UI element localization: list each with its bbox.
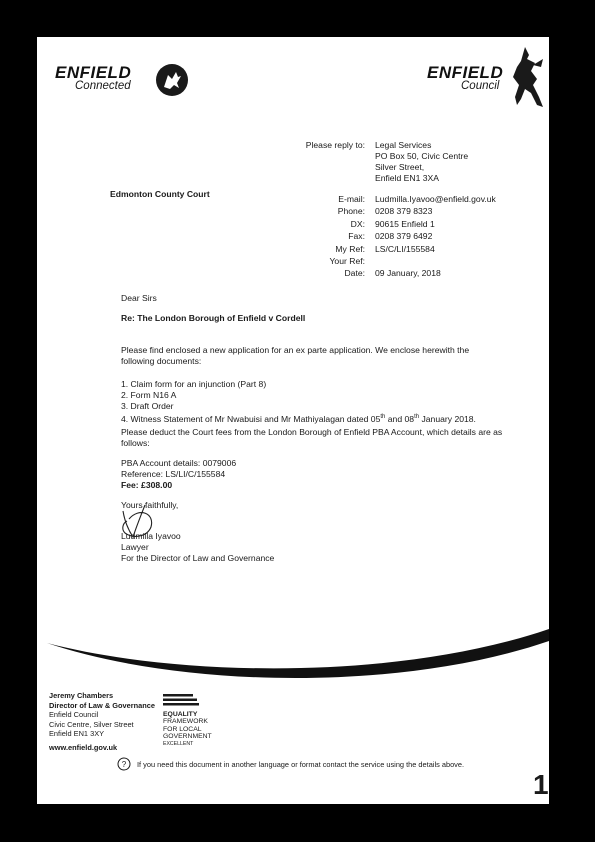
enfield-council-logo (425, 45, 549, 115)
pba-line: Reference: LS/LI/C/155584 (121, 469, 226, 479)
document-item (121, 412, 521, 425)
equality-line: EQUALITY (163, 711, 198, 718)
contact-row (285, 194, 496, 206)
pba-details (121, 458, 236, 491)
letter-page (37, 37, 549, 804)
equality-line: FOR LOCAL (163, 725, 202, 733)
reply-to-line: Silver Street, (375, 162, 425, 172)
contact-row (285, 268, 496, 280)
director-title: Director of Law & Governance (49, 700, 155, 710)
equality-framework-mark (163, 693, 212, 748)
fees-paragraph: Please deduct the Court fees from the London Borough of Enfield PBA Account, which details are as follows: (121, 427, 503, 448)
equality-stripes-icon (163, 694, 199, 706)
contact-label: Phone: (337, 206, 365, 217)
contact-label: DX: (350, 218, 365, 229)
contact-row (285, 231, 496, 243)
equality-text (163, 711, 212, 748)
document-item: 2. Form N16 A (121, 390, 177, 400)
closing: Yours faithfully, (121, 500, 179, 510)
reply-to-label: Please reply to: (305, 140, 365, 150)
document-item: 3. Draft Order (121, 401, 174, 411)
enfield-connected-logo (55, 63, 175, 97)
intro-paragraph: Please find enclosed a new application for an ex parte application. We enclose herewith the following documents: (121, 345, 470, 366)
right-logo-title: ENFIELD (427, 63, 504, 82)
document-item-text: and 08 (385, 413, 415, 424)
reply-to-line: PO Box 50, Civic Centre (375, 151, 469, 161)
left-logo-title: ENFIELD (55, 63, 132, 82)
document-item-text: January 2018. (419, 413, 476, 424)
contact-row (285, 206, 496, 218)
enclosed-documents-list (121, 379, 521, 425)
svg-text:?: ? (121, 760, 127, 769)
contact-value: 0208 379 6492 (375, 231, 433, 242)
footer-contact (49, 691, 155, 753)
left-logo-subtitle: Connected (75, 80, 131, 92)
equality-line: GOVERNMENT (163, 733, 212, 741)
fee-line: Fee: £308.00 (121, 480, 173, 490)
footer-address-line: Civic Centre, Silver Street (49, 719, 134, 729)
document-item: 1. Claim form for an injunction (Part 8) (121, 379, 267, 389)
right-logo-subtitle: Council (461, 80, 500, 92)
contact-label: My Ref: (335, 243, 365, 254)
contact-row (285, 244, 496, 256)
signer-name: Ludmilla Iyavoo (121, 531, 181, 541)
director-name: Jeremy Chambers (49, 691, 114, 700)
signer-department: For the Director of Law and Governance (121, 553, 275, 563)
contact-label: Date: (344, 268, 365, 279)
contact-block (285, 194, 496, 281)
recipient: Edmonton County Court (110, 189, 210, 199)
salutation: Dear Sirs (121, 293, 157, 303)
footer-address-line: Enfield EN1 3XY (49, 729, 105, 739)
info-help-icon (117, 757, 131, 771)
contact-row (285, 219, 496, 231)
footer-swoosh (37, 621, 549, 691)
equality-line: FRAMEWORK (163, 718, 208, 726)
pba-line: PBA Account details: 0079006 (121, 458, 237, 468)
letter-subject: Re: The London Borough of Enfield v Cordell (121, 313, 306, 323)
contact-label: Fax: (348, 231, 365, 242)
reply-to-address (375, 140, 468, 184)
accessibility-notice: If you need this document in another language or format contact the service using the details above. (137, 760, 465, 769)
enfield-beast-icon (507, 45, 547, 109)
handwritten-page-number: 1 (533, 769, 549, 800)
ordinal-suffix: th (380, 414, 386, 420)
contact-value: LS/C/LI/155584 (375, 243, 435, 254)
contact-value: 90615 Enfield 1 (375, 218, 435, 229)
signer-title: Lawyer (121, 542, 149, 552)
footer-address-line: Enfield Council (49, 710, 99, 720)
reply-to-line: Legal Services (375, 140, 432, 150)
contact-value: 0208 379 8323 (375, 206, 433, 217)
reply-to-line: Enfield EN1 3XA (375, 173, 440, 183)
contact-label: E-mail: (338, 194, 365, 204)
document-item-text: 4. Witness Statement of Mr Nwabuisi and Mr Mathiyalagan dated 05 (121, 413, 381, 424)
equality-line: EXCELLENT (163, 740, 194, 747)
contact-value: Ludmilla.Iyavoo@enfield.gov.uk (375, 194, 496, 204)
contact-row (285, 256, 496, 268)
contact-label: Your Ref: (329, 255, 365, 266)
council-website: www.enfield.gov.uk (49, 742, 118, 752)
dragon-emblem-icon (155, 63, 189, 97)
contact-value: 09 January, 2018 (375, 268, 441, 279)
ordinal-suffix: th (414, 414, 420, 420)
